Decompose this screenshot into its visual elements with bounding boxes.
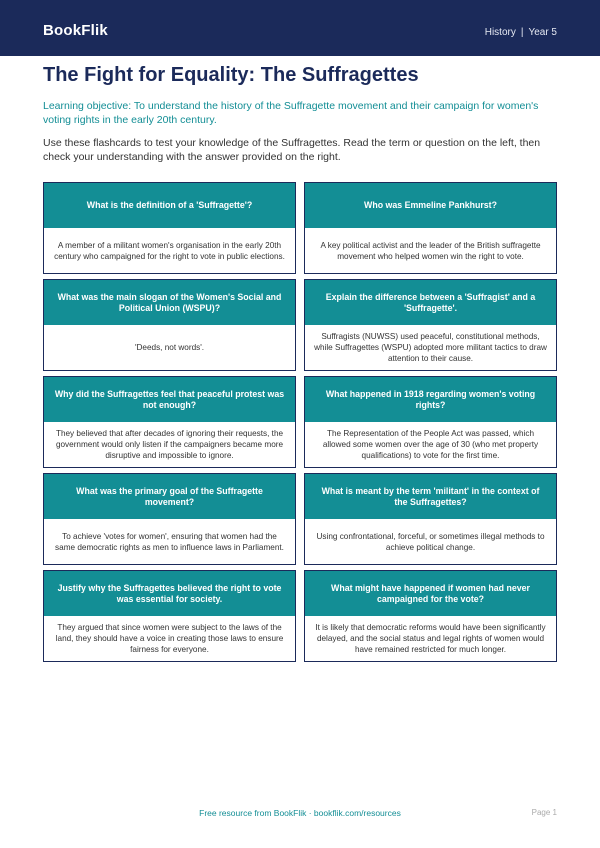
breadcrumb-separator: | — [520, 27, 524, 38]
flashcard-answer: It is likely that democratic reforms would have been significantly delayed, and the social status and legal rights of women would have remained restricted for much longer. — [315, 623, 546, 654]
brand-logo[interactable]: BookFlik — [43, 22, 108, 39]
breadcrumb — [485, 27, 557, 38]
flashcard-question: What was the main slogan of the Women's Social and Political Union (WSPU)? — [44, 280, 295, 325]
flashcard-row — [43, 570, 557, 667]
flashcard-answer: To achieve 'votes for women', ensuring that women had the same democratic rights as men to influence laws in Parliament. — [55, 531, 284, 552]
flashcard-question: What might have happened if women had never campaigned for the vote? — [305, 571, 556, 616]
flashcard-question: What is meant by the term 'militant' in the context of the Suffragettes? — [305, 474, 556, 519]
flashcard[interactable] — [304, 182, 557, 274]
flashcard[interactable] — [304, 376, 557, 468]
flashcard-grid — [43, 182, 557, 667]
flashcard-answer: Suffragists (NUWSS) used peaceful, constitutional methods, while Suffragettes (WSPU) adopted more militant tactics to draw attention to their cause. — [314, 332, 547, 363]
flashcard-answer: Using confrontational, forceful, or sometimes illegal methods to achieve political change. — [316, 531, 545, 552]
flashcard-row — [43, 473, 557, 570]
page-title: The Fight for Equality: The Suffragettes — [43, 64, 419, 86]
flashcard-answer: They argued that since women were subject to the laws of the land, they should have a voice in creating those laws to ensure fairness for everyone. — [55, 623, 284, 654]
flashcard[interactable] — [43, 376, 296, 468]
flashcard-row — [43, 182, 557, 279]
flashcard-answer: A member of a militant women's organisation in the early 20th century who campaigned for the right to vote in public elections. — [54, 240, 285, 261]
flashcard-question: Why did the Suffragettes feel that peaceful protest was not enough? — [44, 377, 295, 422]
flashcard-row — [43, 279, 557, 376]
flashcard[interactable] — [43, 570, 296, 662]
breadcrumb-year: Year 5 — [528, 27, 557, 38]
flashcard-answer: The Representation of the People Act was passed, which allowed some women over the age of 30 (who met property qualifications) to vote for the first time. — [322, 429, 539, 460]
instructions: Use these flashcards to test your knowledge of the Suffragettes. Read the term or question on the left, then check your understanding with the answer provided on the right. — [43, 137, 541, 163]
footer-credit[interactable]: Free resource from BookFlik · bookflik.com/resources — [199, 808, 401, 818]
learning-objective: Learning objective: To understand the history of the Suffragette movement and their campaign for women's voting rights in the early 20th century. — [43, 100, 539, 126]
flashcard[interactable] — [43, 279, 296, 371]
flashcard-question: Who was Emmeline Pankhurst? — [305, 183, 556, 228]
page-number: Page 1 — [531, 808, 557, 817]
flashcard-answer: They believed that after decades of ignoring their requests, the government would only listen if the campaigners became more disruptive and impossible to ignore. — [55, 429, 284, 460]
flashcard[interactable] — [304, 473, 557, 565]
flashcard-answer: A key political activist and the leader of the British suffragette movement who helped women win the right to vote. — [320, 240, 541, 261]
flashcard-answer: 'Deeds, not words'. — [134, 343, 205, 352]
flashcard[interactable] — [43, 473, 296, 565]
flashcard-question: What happened in 1918 regarding women's voting rights? — [305, 377, 556, 422]
flashcard-row — [43, 376, 557, 473]
flashcard-question: Explain the difference between a 'Suffragist' and a 'Suffragette'. — [305, 280, 556, 325]
flashcard[interactable] — [304, 570, 557, 662]
header-bar — [0, 0, 600, 56]
flashcard-question: What was the primary goal of the Suffragette movement? — [44, 474, 295, 519]
breadcrumb-subject: History — [484, 27, 516, 38]
flashcard-question: Justify why the Suffragettes believed the right to vote was essential for society. — [44, 571, 295, 616]
flashcard-question: What is the definition of a 'Suffragette'? — [44, 183, 295, 228]
flashcard[interactable] — [304, 279, 557, 371]
flashcard[interactable] — [43, 182, 296, 274]
